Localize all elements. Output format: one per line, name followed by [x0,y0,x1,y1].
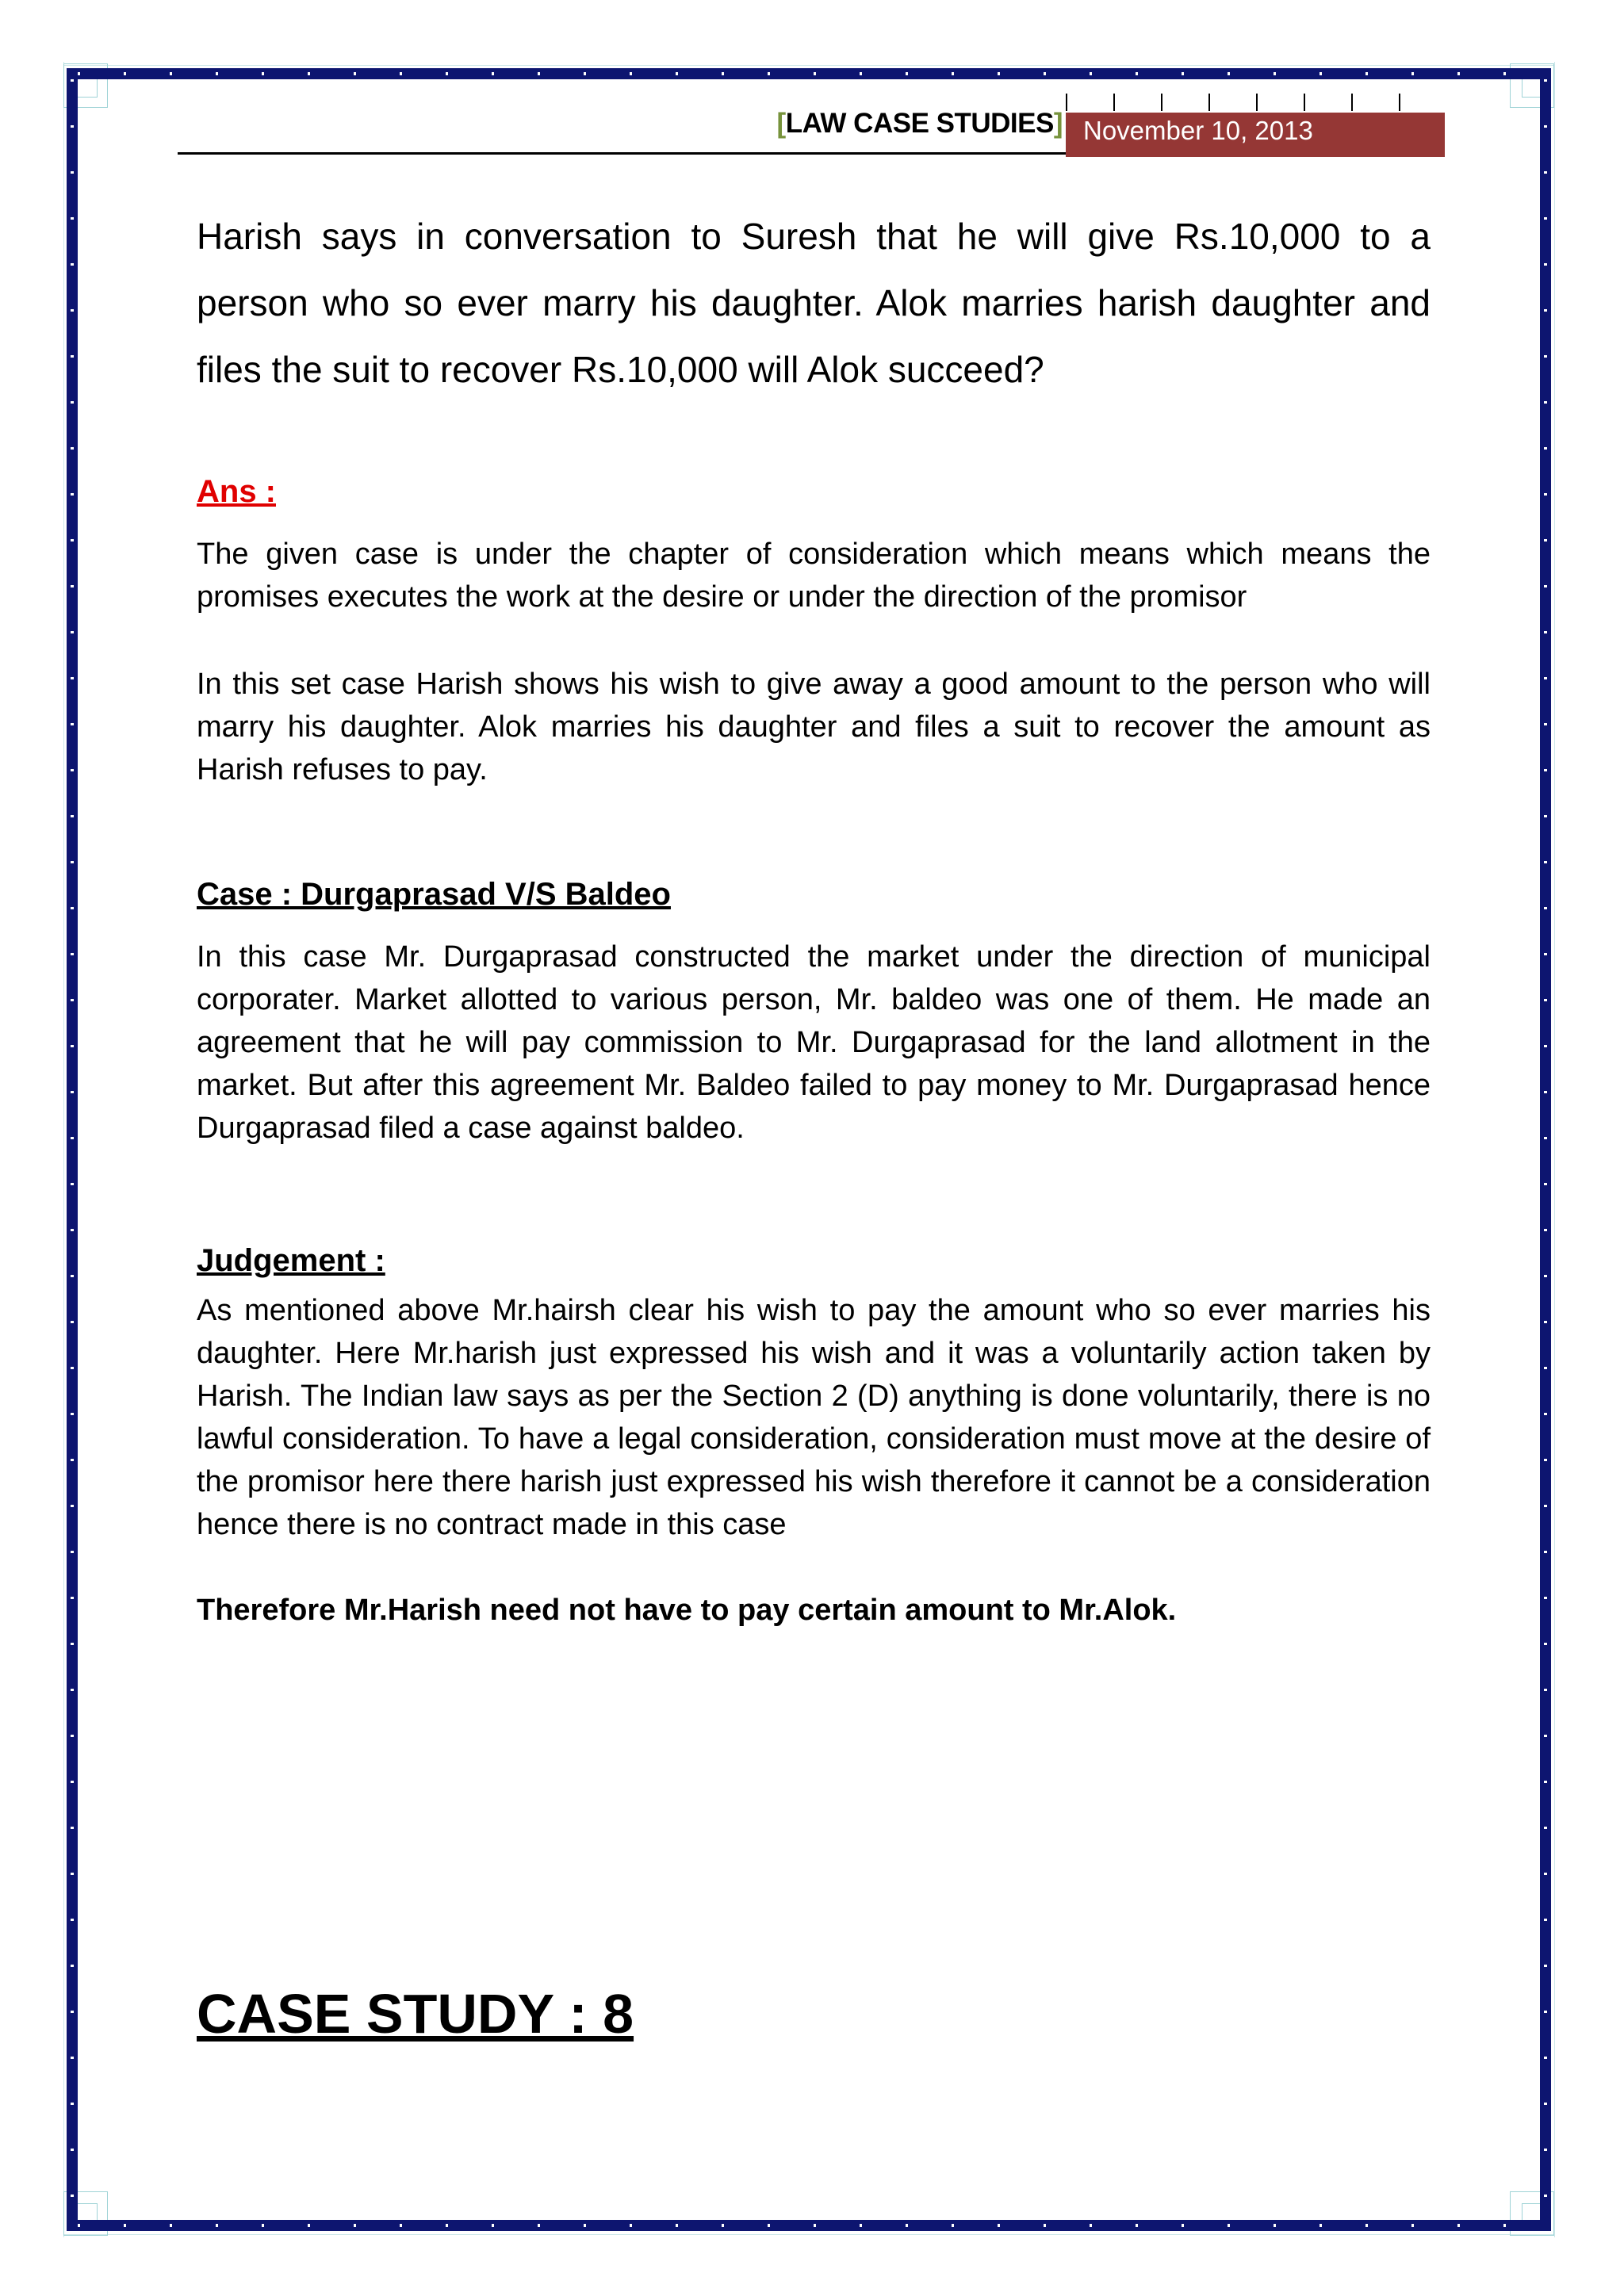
answer-paragraph-1: The given case is under the chapter of consideration which means which means the promises executes the work at the desire or under the direction of the promisor [197,538,1431,614]
header-rule [178,152,1066,155]
judgement-paragraph: As mentioned above Mr.hairsh clear his wish to pay the amount who so ever marries his daughter. Here Mr.harish just expressed his wish and it was a voluntarily action taken by Harish. The Indian law says as per the Section 2 (D) anything is done voluntarily, there is no lawful consideration. To have a legal consideration, consideration must move at the desire of the promisor here there harish just expressed his wish therefore it cannot be a consideration hence there is no contract made in this case [197,1294,1431,1541]
judgement-heading: Judgement : [197,1243,385,1278]
border-ticks-bottom [78,2224,1540,2227]
case-paragraph: In this case Mr. Durgaprasad constructed the market under the direction of municipal corporater. Market allotted to various person, Mr. baldeo was one of them. He made an agreement that he will pay commission to Mr. Durgaprasad for the land allotment in the market. But after this agreement Mr. Baldeo failed to pay money to Mr. Durgaprasad hence Durgaprasad filed a case against baldeo. [197,940,1431,1145]
header-title-text: LAW CASE STUDIES [785,108,1054,139]
guide-line-right [1554,62,1555,2237]
next-case-study-heading: CASE STUDY : 8 [197,1983,634,2045]
judgement-conclusion: Therefore Mr.Harish need not have to pay certain amount to Mr.Alok. [197,1594,1177,1627]
answer-heading: Ans : [197,474,276,509]
answer-paragraph-2: In this set case Harish shows his wish to give away a good amount to the person who will marry his daughter. Alok marries his daughter and files a suit to recover the amount as Harish refuses to pay. [197,668,1431,786]
case-question: Harish says in conversation to Suresh that he will give Rs.10,000 to a person who so ever marry his daughter. Alok marries harish daughter and files the suit to recover Rs.10,000 will Alok succeed? [197,216,1431,390]
case-heading: Case : Durgaprasad V/S Baldeo [197,877,671,912]
header-date-ticks [1066,94,1445,111]
guide-line-top [63,65,1554,66]
border-ticks-top [78,72,1540,75]
guide-line-left [63,62,64,2237]
border-ticks-right [1544,79,1547,2220]
header-date: November 10, 2013 [1083,116,1313,145]
header-bracket-open: [ [776,108,786,139]
border-ticks-left [71,79,74,2220]
guide-line-bottom [63,2234,1554,2235]
header-title [761,108,1063,140]
header-bracket-close: ] [1053,108,1063,139]
